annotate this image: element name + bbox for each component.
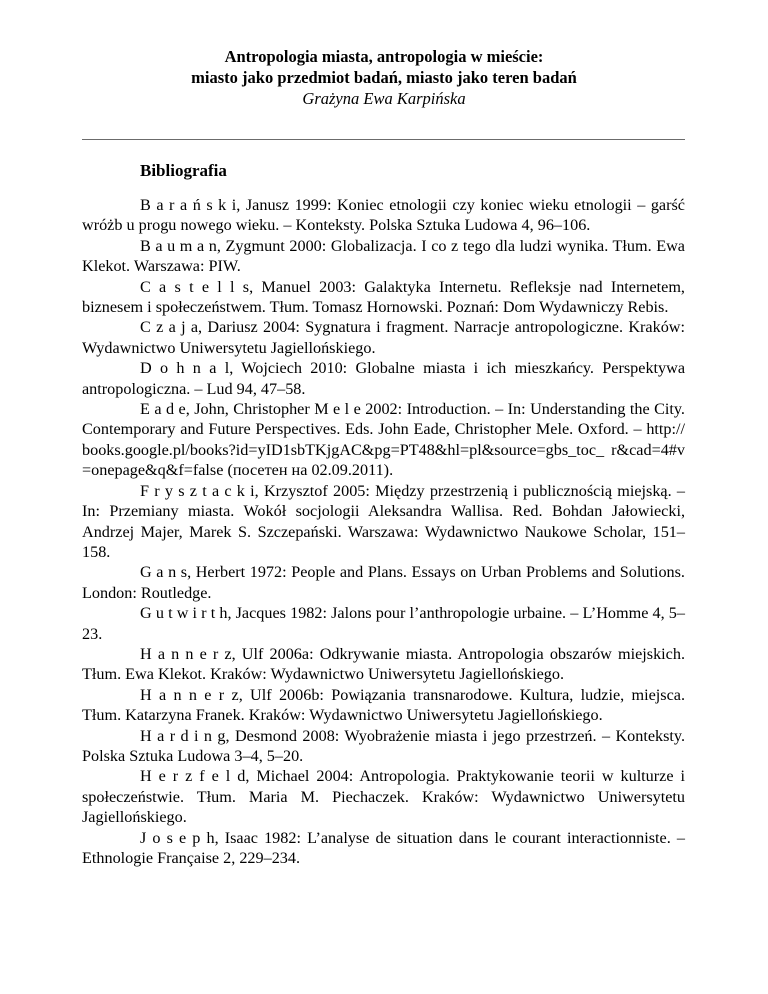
entry-author-surname: H a n n e r z (140, 685, 239, 704)
entry-author-surname: J o s e p h (140, 828, 215, 847)
entry-author-surname: B a r a ń s k i (140, 196, 237, 214)
entry-citation: , Wojciech 2010: Globalne miasta i ich mieszkańcy. Perspektywa antropologiczna. – Lud 94, 47–58. (82, 359, 686, 398)
bibliography-entry (82, 317, 685, 358)
entry-author-surname: C a s t e l l s (140, 277, 250, 296)
entry-citation: , Zygmunt 2000: Globalizacja. I co z tego dla ludzi wynika. Tłum. Ewa Klekot. Warszawa: PIW. (82, 236, 685, 276)
bibliography-entry (82, 726, 685, 767)
bibliography-entry (82, 828, 685, 869)
bibliography-entry (82, 766, 685, 827)
bibliography-list (82, 195, 685, 868)
entry-author-surname: C z a j a (140, 318, 199, 337)
bibliography-entry (82, 603, 685, 644)
bibliography-entry (82, 481, 685, 563)
entry-author-surname: E a d e (140, 400, 186, 419)
entry-citation: , Michael 2004: Antropologia. Praktykowanie teorii w kulturze i społeczeństwie. Tłum. Maria M. Piechaczek. Kraków: Wydawnictwo Uniwersytetu Jagiellońskiego. (82, 767, 685, 827)
entry-author-surname: G a n s (140, 563, 188, 582)
entry-author-surname: H e r z f e l d (140, 767, 246, 786)
title-line-1: Antropologia miasta, antropologia w mieście: (224, 47, 544, 66)
document-header (0, 46, 768, 109)
entry-author-surname: H a r d i n g (140, 726, 226, 745)
entry-citation: , Isaac 1982: L’analyse de situation dans le courant interactionniste. – Ethnologie Française 2, 229–234. (82, 828, 685, 867)
bibliography-entry (82, 358, 685, 399)
horizontal-divider (82, 139, 685, 140)
entry-citation: , Desmond 2008: Wyobrażenie miasta i jego przestrzeń. – Konteksty. Polska Sztuka Ludowa 3–4, 5–20. (82, 726, 685, 765)
bibliography-entry (82, 562, 685, 603)
author-name: Grażyna Ewa Karpińska (302, 89, 466, 108)
bibliography-entry (82, 399, 685, 481)
entry-citation: , Jacques 1982: Jalons pour l’anthropologie urbaine. – L’Homme 4, 5–23. (82, 604, 685, 643)
entry-citation: , John, Christopher M e l e 2002: Introduction. – In: Understanding the City. Contemporary and Future Perspectives. Eds. John Eade, Christopher Mele. Oxford. – http://books.google.pl/books?id=yID1sbTKjgAC&pg=PT48&hl=pl&source=gbs_toc_ r&cad=4#v=onepage&q&f=false (посетен на 02.09.2011). (82, 400, 685, 480)
entry-author-surname: H a n n e r z (140, 644, 232, 663)
entry-citation: , Dariusz 2004: Sygnatura i fragment. Narracje antropologiczne. Kraków: Wydawnictwo Uniwersytetu Jagiellońskiego. (82, 318, 685, 357)
entry-citation: , Ulf 2006a: Odkrywanie miasta. Antropologia obszarów miejskich. Tłum. Ewa Klekot. Kraków: Wydawnictwo Uniwersytetu Jagiellońskiego. (82, 644, 685, 684)
entry-author-surname: F r y s z t a c k i (140, 481, 255, 500)
bibliography-entry (82, 644, 685, 685)
bibliography-entry (82, 195, 685, 236)
entry-citation: , Ulf 2006b: Powiązania transnarodowe. Kultura, ludzie, miejsca. Tłum. Katarzyna Franek. Kraków: Wydawnictwo Uniwersytetu Jagiellońskiego. (82, 685, 686, 725)
entry-author-surname: B a u m a n (140, 236, 217, 255)
entry-author-surname: G u t w i r t h (140, 604, 228, 623)
entry-citation: , Janusz 1999: Koniec etnologii czy koniec wieku etnologii – garść wróżb u progu nowego wieku. – Konteksty. Polska Sztuka Ludowa 4, 96–106. (82, 196, 685, 235)
bibliography-entry (82, 236, 685, 277)
entry-citation: , Manuel 2003: Galaktyka Internetu. Refleksje nad Internetem, biznesem i społeczeństwem. Tłum. Tomasz Hornowski. Poznań: Dom Wydawniczy Rebis. (82, 277, 685, 317)
section-title: Bibliografia (140, 161, 227, 180)
bibliography-entry (82, 685, 685, 726)
title-line-2: miasto jako przedmiot badań, miasto jako teren badań (191, 68, 577, 87)
entry-citation: , Herbert 1972: People and Plans. Essays on Urban Problems and Solutions. London: Routledge. (82, 563, 685, 602)
entry-author-surname: D o h n a l (140, 359, 230, 378)
entry-citation: , Krzysztof 2005: Między przestrzenią i publicznością miejską. – In: Przemiany miasta. Wokół socjologii Aleksandra Wallisa. Red. Bohdan Jałowiecki, Andrzej Majer, Marek S. Szczepański. Warszawa: Wydawnictwo Naukowe Scholar, 151–158. (82, 481, 685, 561)
bibliography-entry (82, 277, 685, 318)
